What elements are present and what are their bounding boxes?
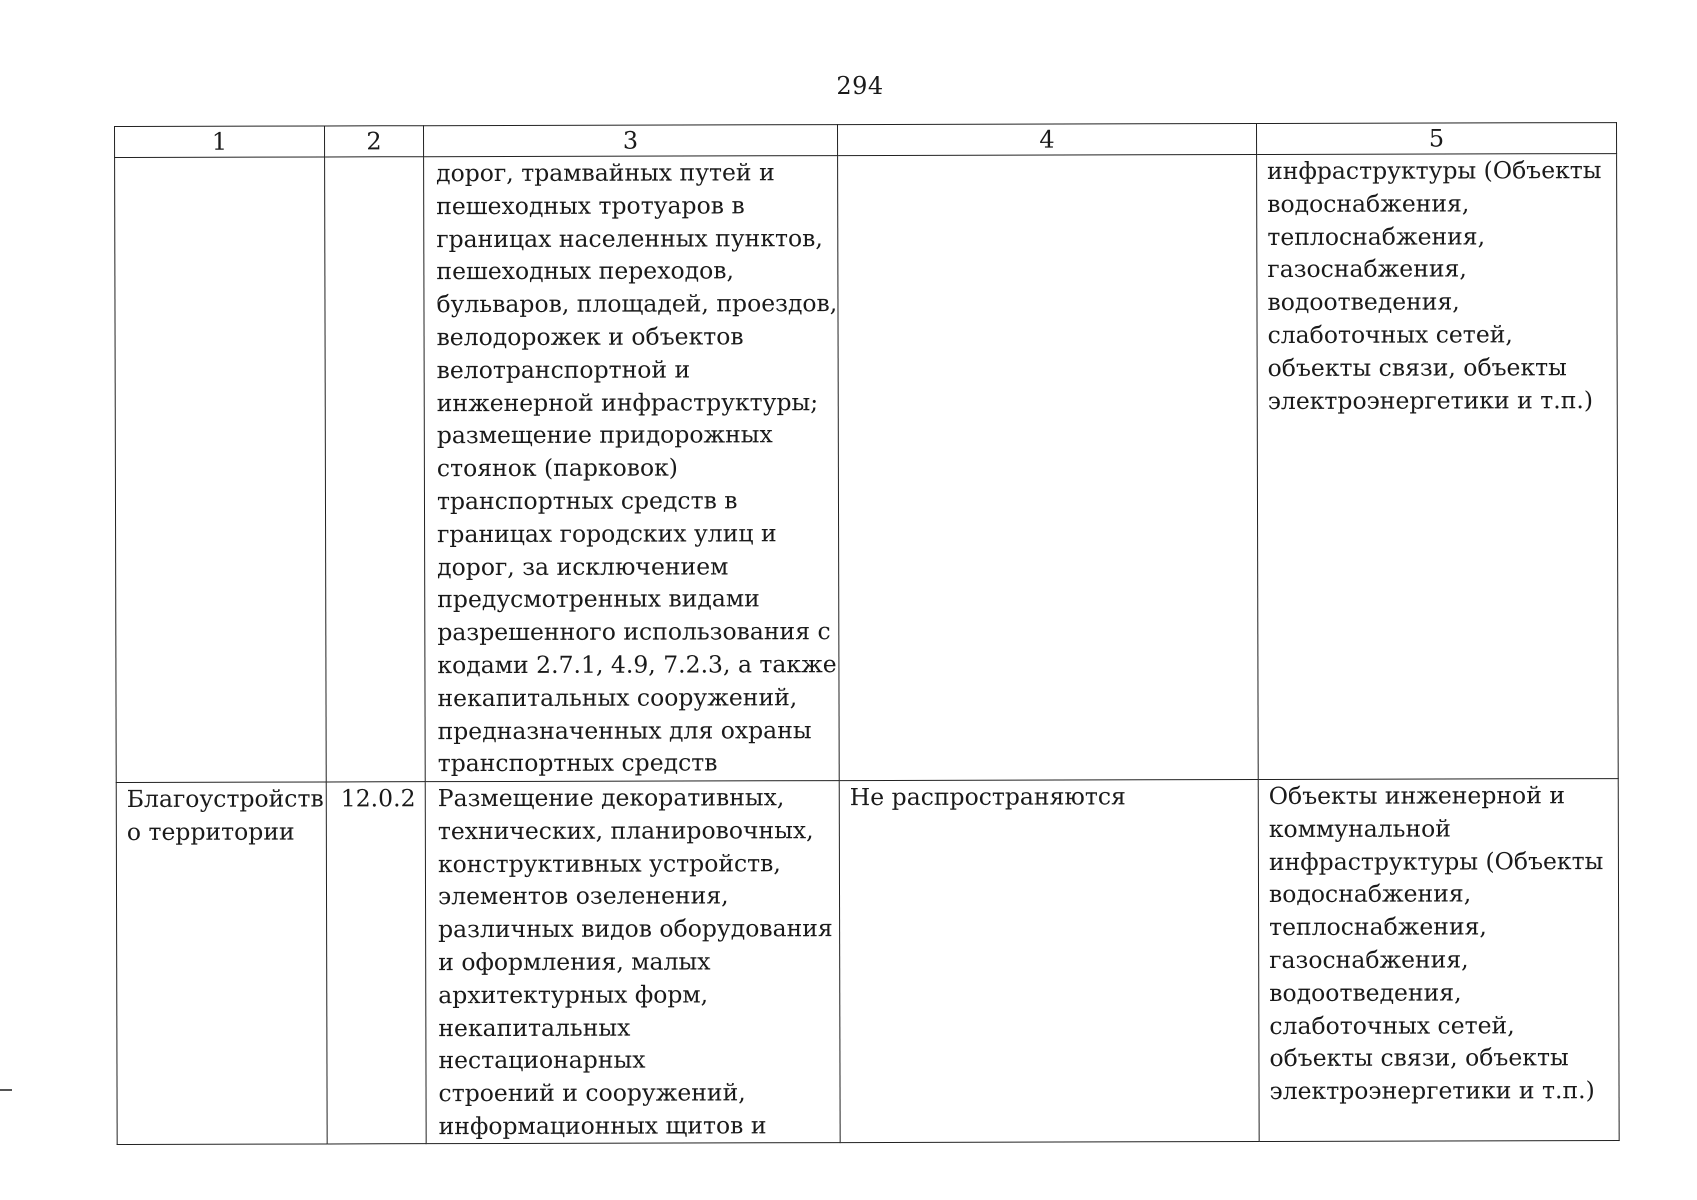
use-code-text: 12.0.2 [340, 784, 416, 813]
use-name-text: Благоустройств о территории [126, 784, 324, 846]
objects-text: инфраструктуры (Объекты водоснабжения, теплоснабжения, газоснабжения, водоотведения, слаботочных сетей, объекты связи, объекты электроэнергетики и т.п.) [1267, 156, 1602, 415]
header-col-5: 5 [1256, 123, 1616, 155]
table-header-row [115, 123, 1617, 158]
cell-use-name [115, 157, 327, 783]
regulations-table [114, 122, 1620, 1145]
header-col-3: 3 [424, 125, 838, 157]
header-col-2: 2 [325, 126, 424, 157]
page-number: 294 [836, 72, 884, 100]
use-description-text: Размещение декоративных, технических, планировочных, конструктивных устройств, элементов озеленения, различных видов оборудования и оформления, малых архитектурных форм, некапитальных нестационарных строений и сооружений, информационных щитов и [437, 783, 833, 1141]
cell-objects [1257, 154, 1619, 780]
objects-text: Объекты инженерной и коммунальной инфраструктуры (Объекты водоснабжения, теплоснабжения, газоснабжения, водоотведения, слаботочных сетей, объекты связи, объекты электроэнергетики и т.п.) [1268, 781, 1604, 1106]
cell-use-description [424, 156, 840, 782]
header-col-1: 1 [115, 126, 325, 158]
cell-use-name [116, 782, 327, 1144]
cell-use-description [425, 781, 840, 1144]
cell-parameters [838, 155, 1259, 781]
table-row [116, 779, 1619, 1145]
parameters-text: Не распространяются [849, 782, 1126, 812]
cell-use-code [325, 157, 426, 782]
cell-parameters [839, 780, 1259, 1143]
table-row [115, 154, 1619, 783]
cell-objects [1258, 779, 1619, 1142]
use-description-text: дорог, трамвайных путей и пешеходных тротуаров в границах населенных пунктов, пешеходных переходов, бульваров, площадей, проездов, велодорожек и объектов велотранспортной и инженерной инфраструктуры; размещение придорожных стоянок (парковок) транспортных средств в границах городских улиц и дорог, за исключением предусмотренных видами разрешенного использования с кодами 2.7.1, 4.9, 7.2.3, а также некапитальных сооружений, предназначенных для охраны транспортных средств [436, 158, 838, 778]
scan-margin-mark [0, 1089, 12, 1091]
cell-use-code [326, 782, 426, 1144]
header-col-4: 4 [837, 124, 1256, 156]
